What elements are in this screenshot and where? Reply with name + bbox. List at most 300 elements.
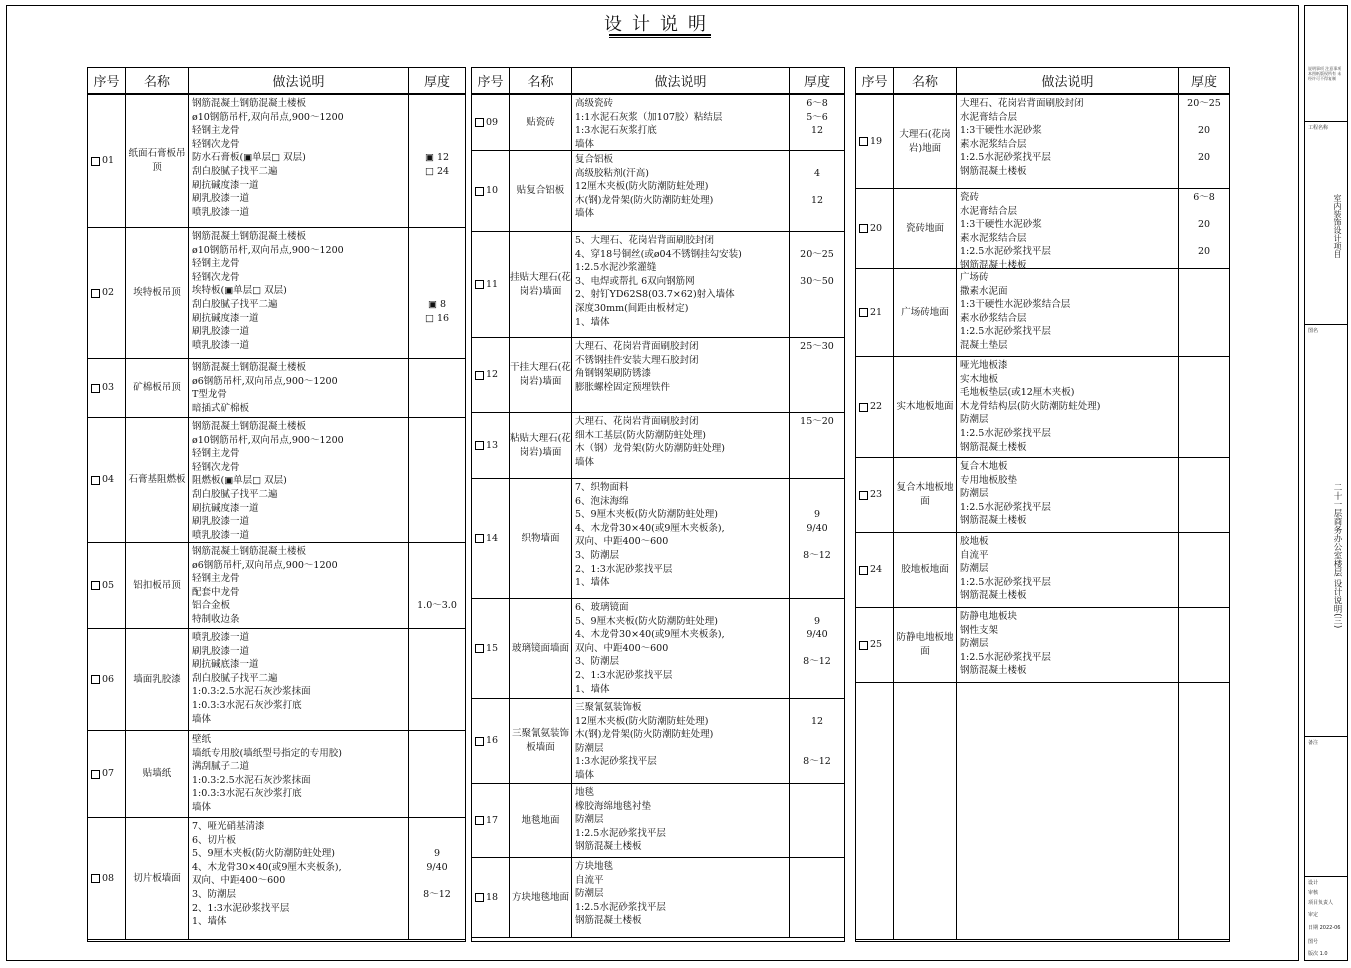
item-description-cell — [572, 599, 790, 698]
description-line: 双向、中距400～600 — [575, 642, 669, 654]
item-number-cell — [88, 629, 126, 730]
description-line: 4、木龙骨30×40(或9厘木夹板条), — [192, 861, 342, 873]
thickness-value: 25～30 — [800, 341, 834, 352]
item-name: 埃特板吊顶 — [133, 287, 181, 298]
description-line: 墙纸专用胶(墙纸型号指定的专用胶) — [192, 747, 342, 759]
title-underline-thin — [609, 37, 711, 38]
description-line: 满刮腻子二道 — [192, 761, 250, 773]
description-line: 刷乳胶漆一道 — [192, 326, 250, 338]
item-thickness-cell — [1179, 269, 1229, 356]
item-number: 21 — [870, 306, 883, 318]
checkbox-icon[interactable] — [859, 308, 868, 317]
description-line: 轻钢次龙骨 — [192, 461, 240, 473]
item-name: 矿棉板吊顶 — [133, 382, 181, 393]
item-number: 17 — [486, 814, 499, 826]
item-number-cell — [472, 699, 510, 783]
description-line: 1:3水泥砂浆找平层 — [575, 756, 657, 768]
item-name: 切片板墙面 — [133, 872, 181, 884]
description-line: 喷乳胶漆一道 — [192, 632, 250, 643]
spec-table-ceilings-walls — [87, 67, 466, 942]
item-name: 贴瓷砖 — [526, 116, 555, 128]
description-line: 1:2.5水泥砂浆找平层 — [960, 246, 1051, 258]
header-no: 序号 — [856, 68, 894, 93]
item-name: 贴复合铝板 — [516, 185, 565, 196]
thickness-value: 20 — [1197, 152, 1211, 164]
item-thickness-cell — [790, 232, 844, 337]
description-line: 喷乳胶漆一道 — [192, 339, 250, 351]
item-number: 23 — [870, 489, 883, 501]
item-thickness-cell — [409, 95, 465, 227]
description-line: 膨胀螺栓固定预埋铁件 — [575, 381, 671, 393]
item-number-cell — [472, 95, 510, 150]
date-value: 2022-06 — [1319, 925, 1341, 931]
description-line: 刷乳胶漆一道 — [192, 645, 250, 657]
thickness-value — [790, 153, 844, 167]
item-number: 14 — [486, 532, 499, 544]
thickness-value: 8～12 — [423, 888, 451, 900]
item-thickness-cell — [790, 413, 844, 478]
item-thickness-cell — [790, 599, 844, 698]
thickness-value — [409, 97, 465, 111]
item-description-cell — [572, 95, 790, 150]
checkbox-icon[interactable] — [475, 187, 484, 196]
item-description-cell — [957, 269, 1179, 356]
description-line: 1、墙体 — [192, 916, 227, 928]
description-line: 防潮层 — [960, 638, 989, 650]
checkbox-icon[interactable] — [475, 816, 484, 825]
checkbox-icon[interactable] — [475, 893, 484, 902]
item-name: 粘贴大理石(花岗岩)墙面 — [510, 432, 571, 458]
drawing-name: 二十一层商务办公室楼层 设计说明(三) — [1332, 483, 1342, 629]
thickness-value — [790, 728, 844, 742]
thickness-value: 6～8 — [806, 98, 828, 109]
description-line: 素水泥浆结合层 — [960, 232, 1027, 244]
description-line: 木（钢）龙骨架(防火防潮防蛀处理) — [575, 443, 725, 455]
thickness-value: □ 16 — [424, 312, 450, 324]
description-line: 1、墙体 — [575, 577, 610, 589]
checkbox-icon[interactable] — [859, 224, 868, 233]
table-row — [856, 95, 1229, 189]
description-line: 实木地板 — [960, 373, 999, 385]
item-thickness-cell — [790, 858, 844, 937]
item-number: 22 — [870, 401, 883, 413]
description-line: 轻钢次龙骨 — [192, 271, 240, 283]
item-number-cell — [472, 599, 510, 698]
item-name-cell — [894, 608, 957, 682]
item-name-cell — [894, 458, 957, 532]
item-thickness-cell — [790, 479, 844, 598]
table-row — [856, 189, 1229, 269]
description-line: 1:2.5水泥砂浆找平层 — [960, 152, 1051, 164]
item-thickness-cell — [790, 784, 844, 857]
description-line: 2、1:3水泥砂浆找平层 — [192, 902, 290, 914]
description-line: 墙体 — [192, 801, 212, 813]
item-name-cell — [510, 95, 572, 150]
item-number-cell — [88, 543, 126, 628]
item-name: 铝扣板吊顶 — [133, 579, 181, 591]
item-description-cell — [957, 533, 1179, 607]
item-description-cell — [572, 413, 790, 478]
description-line: 刷抗碱度漆一道 — [192, 179, 259, 191]
table-row — [88, 818, 465, 940]
description-line: 防潮层 — [575, 742, 604, 754]
description-line: 钢筋混凝土钢筋混凝土楼板 — [192, 98, 307, 109]
checkbox-icon[interactable] — [475, 644, 484, 653]
item-thickness-cell — [1179, 608, 1229, 682]
description-line: 1:2.5水泥砂浆找平层 — [575, 901, 666, 913]
item-number-cell — [472, 479, 510, 598]
description-line: 素水砂浆结合层 — [960, 312, 1027, 324]
description-line: 暗插式矿棉板 — [192, 402, 250, 414]
description-line: 1:3干硬性水泥砂浆结合层 — [960, 299, 1071, 311]
checkbox-icon[interactable] — [91, 157, 100, 166]
item-thickness-cell — [1179, 357, 1229, 457]
item-thickness-cell — [790, 699, 844, 783]
description-line: 墙体 — [575, 456, 595, 468]
item-number: 07 — [102, 768, 115, 780]
item-description-cell — [189, 818, 409, 939]
thickness-value: ▣ 8 — [427, 298, 447, 310]
description-line: 地毯 — [575, 787, 595, 798]
thickness-value — [790, 601, 844, 615]
description-line: 防潮层 — [960, 488, 989, 500]
item-description-cell — [957, 683, 1179, 939]
description-line: 三聚氰氨装饰板 — [575, 702, 642, 713]
item-number: 01 — [102, 155, 115, 167]
description-line: 钢筋混凝土楼板 — [960, 441, 1027, 453]
thickness-value — [409, 138, 465, 152]
item-name-cell — [894, 269, 957, 356]
description-line: 钢筋混凝土楼板 — [960, 590, 1027, 602]
item-description-cell — [957, 357, 1179, 457]
description-line: 水泥膏结合层 — [960, 111, 1018, 123]
description-line: 1:0.3:2.5水泥石灰沙浆抹面 — [192, 774, 311, 786]
description-line: 自流平 — [960, 549, 989, 561]
thickness-value: 30～50 — [800, 275, 834, 287]
checkbox-icon[interactable] — [859, 641, 868, 650]
description-line: ø10钢筋吊杆,双向吊点,900～1200 — [192, 434, 344, 446]
item-name: 挂贴大理石(花岗岩)墙面 — [510, 271, 571, 297]
description-line: 1:2.5水泥沙浆灌缝 — [575, 262, 657, 274]
item-description-cell — [957, 458, 1179, 532]
item-number-cell — [88, 228, 126, 358]
description-line: 深度30mm(间距由板材定) — [575, 302, 689, 314]
description-line: 1、墙体 — [575, 683, 610, 695]
table-row — [472, 338, 844, 413]
item-name: 实木地板地面 — [896, 401, 954, 412]
description-line: 6、泡沫海绵 — [575, 495, 629, 507]
item-description-cell — [572, 338, 790, 412]
thickness-value — [409, 586, 465, 600]
item-description-cell — [189, 629, 409, 730]
thickness-value — [409, 284, 465, 298]
item-name-cell — [894, 533, 957, 607]
item-thickness-cell — [1179, 533, 1229, 607]
item-thickness-cell — [1179, 95, 1229, 188]
checkbox-icon[interactable] — [475, 737, 484, 746]
item-number: 09 — [486, 116, 499, 128]
item-name-cell — [126, 731, 189, 817]
table-row — [88, 418, 465, 543]
item-description-cell — [957, 608, 1179, 682]
table-row — [88, 359, 465, 418]
header-thick: 厚度 — [1190, 75, 1217, 90]
item-number-cell — [856, 683, 894, 939]
description-line: 5、大理石、花岗岩背面刷胶封闭 — [575, 235, 715, 246]
table-row — [88, 228, 465, 359]
item-thickness-cell — [790, 151, 844, 231]
thickness-value — [790, 642, 844, 656]
thickness-value — [409, 124, 465, 138]
item-name: 织物墙面 — [521, 532, 560, 544]
item-thickness-cell — [409, 359, 465, 417]
item-name: 防静电地板地面 — [896, 632, 954, 657]
item-number-cell — [856, 269, 894, 356]
description-line: 喷乳胶漆一道 — [192, 206, 250, 218]
item-number: 04 — [102, 474, 115, 486]
table-row — [856, 683, 1229, 940]
project-name: 室内装饰设计项目 — [1333, 194, 1342, 258]
item-name-cell — [126, 629, 189, 730]
version-value: 1.0 — [1319, 951, 1328, 957]
description-line: 刷乳胶漆一道 — [192, 516, 250, 528]
description-line: 撒素水泥面 — [960, 285, 1008, 297]
description-line: 防静电地板块 — [960, 611, 1018, 622]
thickness-value: 12 — [810, 125, 824, 137]
item-number: 20 — [870, 222, 883, 234]
item-number-cell — [856, 189, 894, 268]
table-row — [88, 731, 465, 818]
header-thick: 厚度 — [803, 75, 830, 90]
item-description-cell — [189, 543, 409, 628]
thickness-value: 9/40 — [806, 629, 828, 641]
description-line: 2、1:3水泥砂浆找平层 — [575, 563, 673, 575]
spec-table-walls-floors — [471, 67, 845, 942]
item-name-cell — [510, 699, 572, 783]
table-row — [472, 858, 844, 938]
thickness-value — [790, 481, 844, 495]
table-header — [856, 68, 1229, 95]
table-row — [472, 699, 844, 784]
item-description-cell — [572, 784, 790, 857]
item-number: 24 — [870, 564, 883, 576]
thickness-value — [409, 559, 465, 573]
item-number-cell — [88, 95, 126, 227]
description-line: 轻钢主龙骨 — [192, 125, 240, 137]
item-number-cell — [88, 731, 126, 817]
checkbox-icon[interactable] — [91, 770, 100, 779]
item-thickness-cell — [1179, 683, 1229, 939]
checkbox-icon[interactable] — [475, 118, 484, 127]
title-block: 说明事项 注意事项 本图纸版权所有 未经许可不得复制 工程名称 室内装饰设计项目 图名 二十一层商务办公室楼层 设计说明(三) 备注 设计 审核 项目负责人 审定 日期 2022-06 图号 版次 1.0 — [1304, 5, 1348, 961]
description-line: 12厘木夹板(防火防潮防蛀处理) — [575, 715, 709, 727]
checkbox-icon[interactable] — [859, 137, 868, 146]
description-line: 刮白胶腻子找平二遍 — [192, 298, 278, 310]
item-description-cell — [572, 858, 790, 937]
header-desc: 做法说明 — [572, 68, 790, 93]
item-description-cell — [957, 95, 1179, 188]
thickness-value: 20 — [1197, 219, 1211, 231]
item-description-cell — [957, 189, 1179, 271]
item-description-cell — [189, 228, 409, 358]
thickness-value: 9 — [813, 615, 821, 627]
item-number-cell — [472, 151, 510, 231]
item-thickness-cell — [1179, 458, 1229, 532]
checkbox-icon[interactable] — [91, 874, 100, 883]
description-line: 6、切片板 — [192, 834, 237, 846]
description-line: 1:3干硬性水泥砂浆 — [960, 219, 1042, 231]
thickness-value — [409, 834, 465, 848]
thickness-value: 9 — [813, 509, 821, 521]
description-line: 12厘木夹板(防火防潮防蛀处理) — [575, 181, 709, 193]
description-line: 7、哑光硝基清漆 — [192, 821, 265, 832]
item-number: 10 — [486, 185, 499, 197]
description-line: 混凝土垫层 — [960, 339, 1008, 351]
item-name-cell — [510, 338, 572, 412]
checkbox-icon[interactable] — [475, 280, 484, 289]
checkbox-icon[interactable] — [91, 384, 100, 393]
description-line: 刷抗碱度漆一道 — [192, 312, 259, 324]
header-desc: 做法说明 — [957, 68, 1179, 93]
item-name-cell — [510, 479, 572, 598]
description-line: 瓷砖 — [960, 192, 980, 203]
table-row — [472, 413, 844, 479]
description-line: 钢筋混凝土楼板 — [960, 165, 1027, 177]
description-line: 3、防潮层 — [192, 888, 237, 900]
table-row — [472, 784, 844, 858]
checkbox-icon[interactable] — [91, 476, 100, 485]
item-name: 瓷砖地面 — [905, 222, 944, 234]
item-name: 玻璃镜面墙面 — [511, 642, 569, 654]
description-line: 喷乳胶漆一道 — [192, 529, 250, 541]
thickness-value — [409, 111, 465, 125]
item-thickness-cell — [409, 731, 465, 817]
table-row — [856, 533, 1229, 608]
thickness-value — [790, 742, 844, 756]
item-number: 05 — [102, 579, 115, 591]
thickness-value: 6～8 — [1193, 192, 1215, 203]
item-number-cell — [472, 413, 510, 478]
thickness-value: 8～12 — [803, 756, 831, 768]
description-line: 壁纸 — [192, 734, 212, 745]
description-line: 钢筋混凝土楼板 — [960, 665, 1027, 677]
item-number-cell — [88, 818, 126, 939]
description-line: ø6钢筋吊杆,双向吊点,900～1200 — [192, 375, 338, 387]
description-line: 1、墙体 — [575, 316, 610, 328]
thickness-value — [1179, 138, 1229, 152]
thickness-value: 1.0～3.0 — [417, 600, 457, 612]
item-description-cell — [572, 232, 790, 337]
description-line: 广场砖 — [960, 272, 989, 283]
description-line: 1:3水泥石灰浆打底 — [575, 125, 657, 137]
checkbox-icon[interactable] — [475, 371, 484, 380]
thickness-value — [409, 271, 465, 285]
description-line: 双向、中距400～600 — [575, 536, 669, 548]
item-description-cell — [189, 95, 409, 227]
description-line: 2、1:3水泥砂浆找平层 — [575, 669, 673, 681]
item-number: 13 — [486, 439, 499, 451]
description-line: 1:0.3:3水泥石灰沙浆打底 — [192, 699, 302, 711]
item-description-cell — [572, 151, 790, 231]
description-line: 1:2.5水泥砂浆找平层 — [960, 326, 1051, 338]
thickness-value: 20 — [1197, 125, 1211, 137]
thickness-value: □ 24 — [424, 165, 450, 177]
thickness-value: 9 — [433, 848, 441, 860]
description-line: 不锈钢挂件安装大理石胶封闭 — [575, 354, 699, 366]
description-line: 防潮层 — [960, 563, 989, 575]
checkbox-icon[interactable] — [91, 581, 100, 590]
thickness-value — [790, 535, 844, 549]
thickness-value: 15～20 — [800, 416, 834, 427]
item-description-cell — [189, 731, 409, 817]
checkbox-icon[interactable] — [91, 675, 100, 684]
item-number: 11 — [486, 278, 499, 290]
item-name: 胶地板地面 — [901, 564, 949, 575]
description-line: 高级瓷砖 — [575, 98, 614, 109]
thickness-value: 9/40 — [426, 861, 448, 873]
description-line: 3、防潮层 — [575, 549, 620, 561]
description-line: 配套中龙骨 — [192, 586, 240, 598]
thickness-value — [790, 261, 844, 275]
item-number-cell — [856, 95, 894, 188]
description-line: 钢筋混凝土楼板 — [960, 259, 1027, 271]
item-name: 三聚氰氨装饰板墙面 — [511, 728, 569, 753]
item-thickness-cell — [409, 418, 465, 542]
description-line: 木龙骨结构层(防火防潮防蛀处理) — [960, 400, 1101, 412]
item-thickness-cell — [409, 818, 465, 939]
description-line: 1:0.3:3水泥石灰沙浆打底 — [192, 788, 302, 800]
description-line: 墙体 — [192, 713, 212, 725]
description-line: 4、木龙骨30×40(或9厘木夹板条), — [575, 629, 725, 641]
item-number-cell — [472, 338, 510, 412]
item-thickness-cell — [409, 543, 465, 628]
checkbox-icon[interactable] — [91, 289, 100, 298]
item-name: 大理石(花岗岩)地面 — [899, 128, 951, 154]
description-line: 方块地毯 — [575, 861, 614, 872]
table-row — [856, 357, 1229, 458]
item-name-cell — [126, 359, 189, 417]
description-line: 5、9厘木夹板(防火防潮防蛀处理) — [575, 615, 719, 627]
item-description-cell — [572, 479, 790, 598]
description-line: 防潮层 — [575, 814, 604, 826]
checkbox-icon[interactable] — [859, 403, 868, 412]
item-description-cell — [189, 359, 409, 417]
thickness-value — [409, 257, 465, 271]
item-number-cell — [472, 784, 510, 857]
thickness-value — [790, 701, 844, 715]
item-name-cell — [894, 357, 957, 457]
description-line: 毛地板垫层(或12厘木夹板) — [960, 387, 1075, 399]
checkbox-icon[interactable] — [859, 491, 868, 500]
checkbox-icon[interactable] — [475, 534, 484, 543]
thickness-value — [409, 572, 465, 586]
item-number-cell — [88, 359, 126, 417]
description-line: 角钢钢架刷防锈漆 — [575, 368, 652, 380]
description-line: 刮白胶腻子找平二遍 — [192, 672, 278, 684]
description-line: 轻钢主龙骨 — [192, 448, 240, 460]
description-line: 复合铝板 — [575, 154, 614, 165]
checkbox-icon[interactable] — [859, 566, 868, 575]
description-line: 素水泥浆结合层 — [960, 138, 1027, 150]
description-line: 复合木地板 — [960, 461, 1008, 472]
description-line: 5、9厘木夹板(防火防潮防蛀处理) — [192, 848, 336, 860]
thickness-value: 9/40 — [806, 522, 828, 534]
table-header — [88, 68, 465, 95]
item-name: 墙面乳胶漆 — [133, 673, 181, 685]
table-row — [856, 269, 1229, 357]
description-line: 3、电焊或帮扎 6双向钢筋网 — [575, 275, 695, 287]
checkbox-icon[interactable] — [475, 441, 484, 450]
